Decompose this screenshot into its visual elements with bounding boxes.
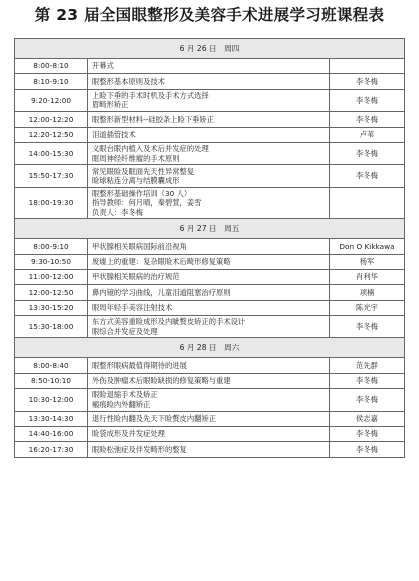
day-header-row — [15, 39, 405, 59]
session-row — [15, 300, 405, 315]
session-time: 10:30-12:00 — [15, 389, 88, 411]
session-topic — [88, 358, 330, 373]
session-row — [15, 165, 405, 187]
session-topic — [88, 442, 330, 457]
session-row — [15, 59, 405, 74]
session-topic — [88, 373, 330, 388]
session-topic — [88, 142, 330, 164]
page-title: 第 23 届全国眼整形及美容手术进展学习班课程表 — [34, 6, 385, 24]
session-time: 13:30-14:30 — [15, 411, 88, 426]
session-speaker: 李冬梅 — [330, 427, 405, 442]
day-header: 6 月 28 日 周六 — [15, 338, 405, 358]
session-row — [15, 254, 405, 269]
session-topic-line: 上睑下垂的手术时机及手术方式选择 — [92, 90, 209, 100]
session-row — [15, 442, 405, 457]
session-topic-line: 眉畸形矫正 — [92, 100, 129, 110]
session-topic-line: 废墟上的重建：复杂眼睑术后畸形修复策略 — [92, 256, 231, 266]
session-topic — [88, 316, 330, 338]
session-speaker: 李冬梅 — [330, 316, 405, 338]
session-topic — [88, 300, 330, 315]
session-topic-line: 瘢痕睑内外翻矫正 — [92, 399, 151, 409]
session-speaker: 陈光宇 — [330, 300, 405, 315]
session-time: 8:00-8:10 — [15, 59, 88, 74]
session-time: 12:20-12:50 — [15, 127, 88, 142]
session-topic-line: 睑球粘连分离与结膜囊成形 — [92, 176, 180, 186]
session-speaker: 侯志嘉 — [330, 411, 405, 426]
session-topic — [88, 285, 330, 300]
session-speaker: 卢苇 — [330, 127, 405, 142]
day-header-row — [15, 219, 405, 239]
session-topic — [88, 389, 330, 411]
session-time: 8:50-10:10 — [15, 373, 88, 388]
session-speaker: 项楠 — [330, 285, 405, 300]
session-row — [15, 411, 405, 426]
session-speaker: 杨军 — [330, 254, 405, 269]
session-speaker: 李冬梅 — [330, 165, 405, 187]
session-topic-line: 眼整形基础操作培训（30 人） — [92, 188, 192, 198]
session-topic-line: 退行性睑内翻及先天下睑赘皮内翻矫正 — [92, 414, 217, 424]
session-row — [15, 89, 405, 111]
session-topic-line: 负责人：李冬梅 — [92, 207, 144, 217]
session-time: 8:00-8:40 — [15, 358, 88, 373]
session-topic-line: 眼整形基本原则及技术 — [92, 76, 165, 86]
session-speaker — [330, 59, 405, 74]
session-topic — [88, 74, 330, 89]
session-time: 11:00-12:00 — [15, 269, 88, 284]
session-time: 15:50-17:30 — [15, 165, 88, 187]
session-row — [15, 127, 405, 142]
day-header: 6 月 27 日 周五 — [15, 219, 405, 239]
session-row — [15, 358, 405, 373]
session-speaker: 李冬梅 — [330, 112, 405, 127]
session-row — [15, 389, 405, 411]
session-speaker: 范先群 — [330, 358, 405, 373]
session-row — [15, 239, 405, 254]
session-time: 13:30-15:20 — [15, 300, 88, 315]
session-topic — [88, 427, 330, 442]
session-speaker — [330, 187, 405, 218]
session-topic-line: 泪道插管技术 — [92, 130, 136, 139]
session-row — [15, 427, 405, 442]
session-row — [15, 316, 405, 338]
session-row — [15, 285, 405, 300]
session-time: 14:00-15:30 — [15, 142, 88, 164]
session-time: 15:30-18:00 — [15, 316, 88, 338]
session-topic — [88, 59, 330, 74]
session-row — [15, 142, 405, 164]
session-row — [15, 112, 405, 127]
session-speaker: Don O Kikkawa — [330, 239, 405, 254]
session-speaker: 李冬梅 — [330, 142, 405, 164]
session-speaker: 李冬梅 — [330, 373, 405, 388]
session-time: 8:00-9:10 — [15, 239, 88, 254]
session-topic-line: 鼻内镜的学习曲线，儿童泪道阻塞治疗原则 — [92, 287, 231, 297]
session-row — [15, 269, 405, 284]
session-topic-line: 义眼台眼内植入及术后并发症的处理 — [92, 144, 209, 154]
session-topic-line: 眼综合并发症及处理 — [92, 326, 158, 336]
session-row — [15, 187, 405, 218]
session-speaker: 李冬梅 — [330, 389, 405, 411]
session-topic-line: 眶周神经纤维瘤的手术原则 — [92, 153, 180, 163]
session-time: 12:00-12:50 — [15, 285, 88, 300]
session-speaker: 李冬梅 — [330, 89, 405, 111]
session-row — [15, 373, 405, 388]
session-speaker: 李冬梅 — [330, 442, 405, 457]
session-topic-line: 常见眼睑及眶面先天性异常整复 — [92, 166, 195, 176]
schedule-table — [14, 38, 405, 458]
day-header-row — [15, 338, 405, 358]
session-topic-line: 外伤及肿瘤术后眼睑缺损的修复策略与重建 — [92, 376, 231, 386]
session-topic — [88, 254, 330, 269]
session-topic — [88, 411, 330, 426]
session-topic — [88, 239, 330, 254]
session-time: 9:20-12:00 — [15, 89, 88, 111]
session-time: 18:00-19:30 — [15, 187, 88, 218]
session-speaker: 肖利华 — [330, 269, 405, 284]
day-header: 6 月 26 日 周四 — [15, 39, 405, 59]
session-topic-line: 睑袋成形及并发症处理 — [92, 429, 165, 439]
session-topic-line: 眼整形眼病最值得期待的进展 — [92, 360, 187, 370]
session-topic — [88, 269, 330, 284]
session-topic-line: 东方式美容重睑成形及内眦赘皮矫正的手术设计 — [92, 317, 246, 327]
session-topic-line: 指导教师：何月晴，秦碧萱，姜雪 — [92, 198, 202, 208]
session-row — [15, 74, 405, 89]
session-speaker: 李冬梅 — [330, 74, 405, 89]
session-time: 8:10-9:10 — [15, 74, 88, 89]
session-time: 12:00-12:20 — [15, 112, 88, 127]
session-topic — [88, 112, 330, 127]
session-topic — [88, 165, 330, 187]
session-topic-line: 甲状腺相关眼病国际前沿视角 — [92, 241, 187, 251]
session-topic-line: 眼周年轻手美容注射技术 — [92, 303, 173, 313]
session-topic — [88, 89, 330, 111]
session-topic — [88, 127, 330, 142]
session-time: 14:40-16:00 — [15, 427, 88, 442]
session-topic-line: 开幕式 — [92, 61, 114, 71]
session-topic-line: 甲状腺相关眼病的治疗规范 — [92, 272, 180, 282]
session-topic-line: 眼睑松弛症及伴发畸形的整复 — [92, 444, 187, 454]
session-topic-line: 眼睑退缩手术及矫正 — [92, 390, 158, 400]
session-time: 16:20-17:30 — [15, 442, 88, 457]
session-topic — [88, 187, 330, 218]
session-topic-line: 眼整形新型材料--硅胶条上睑下垂矫正 — [92, 114, 215, 124]
session-time: 9:30-10:50 — [15, 254, 88, 269]
